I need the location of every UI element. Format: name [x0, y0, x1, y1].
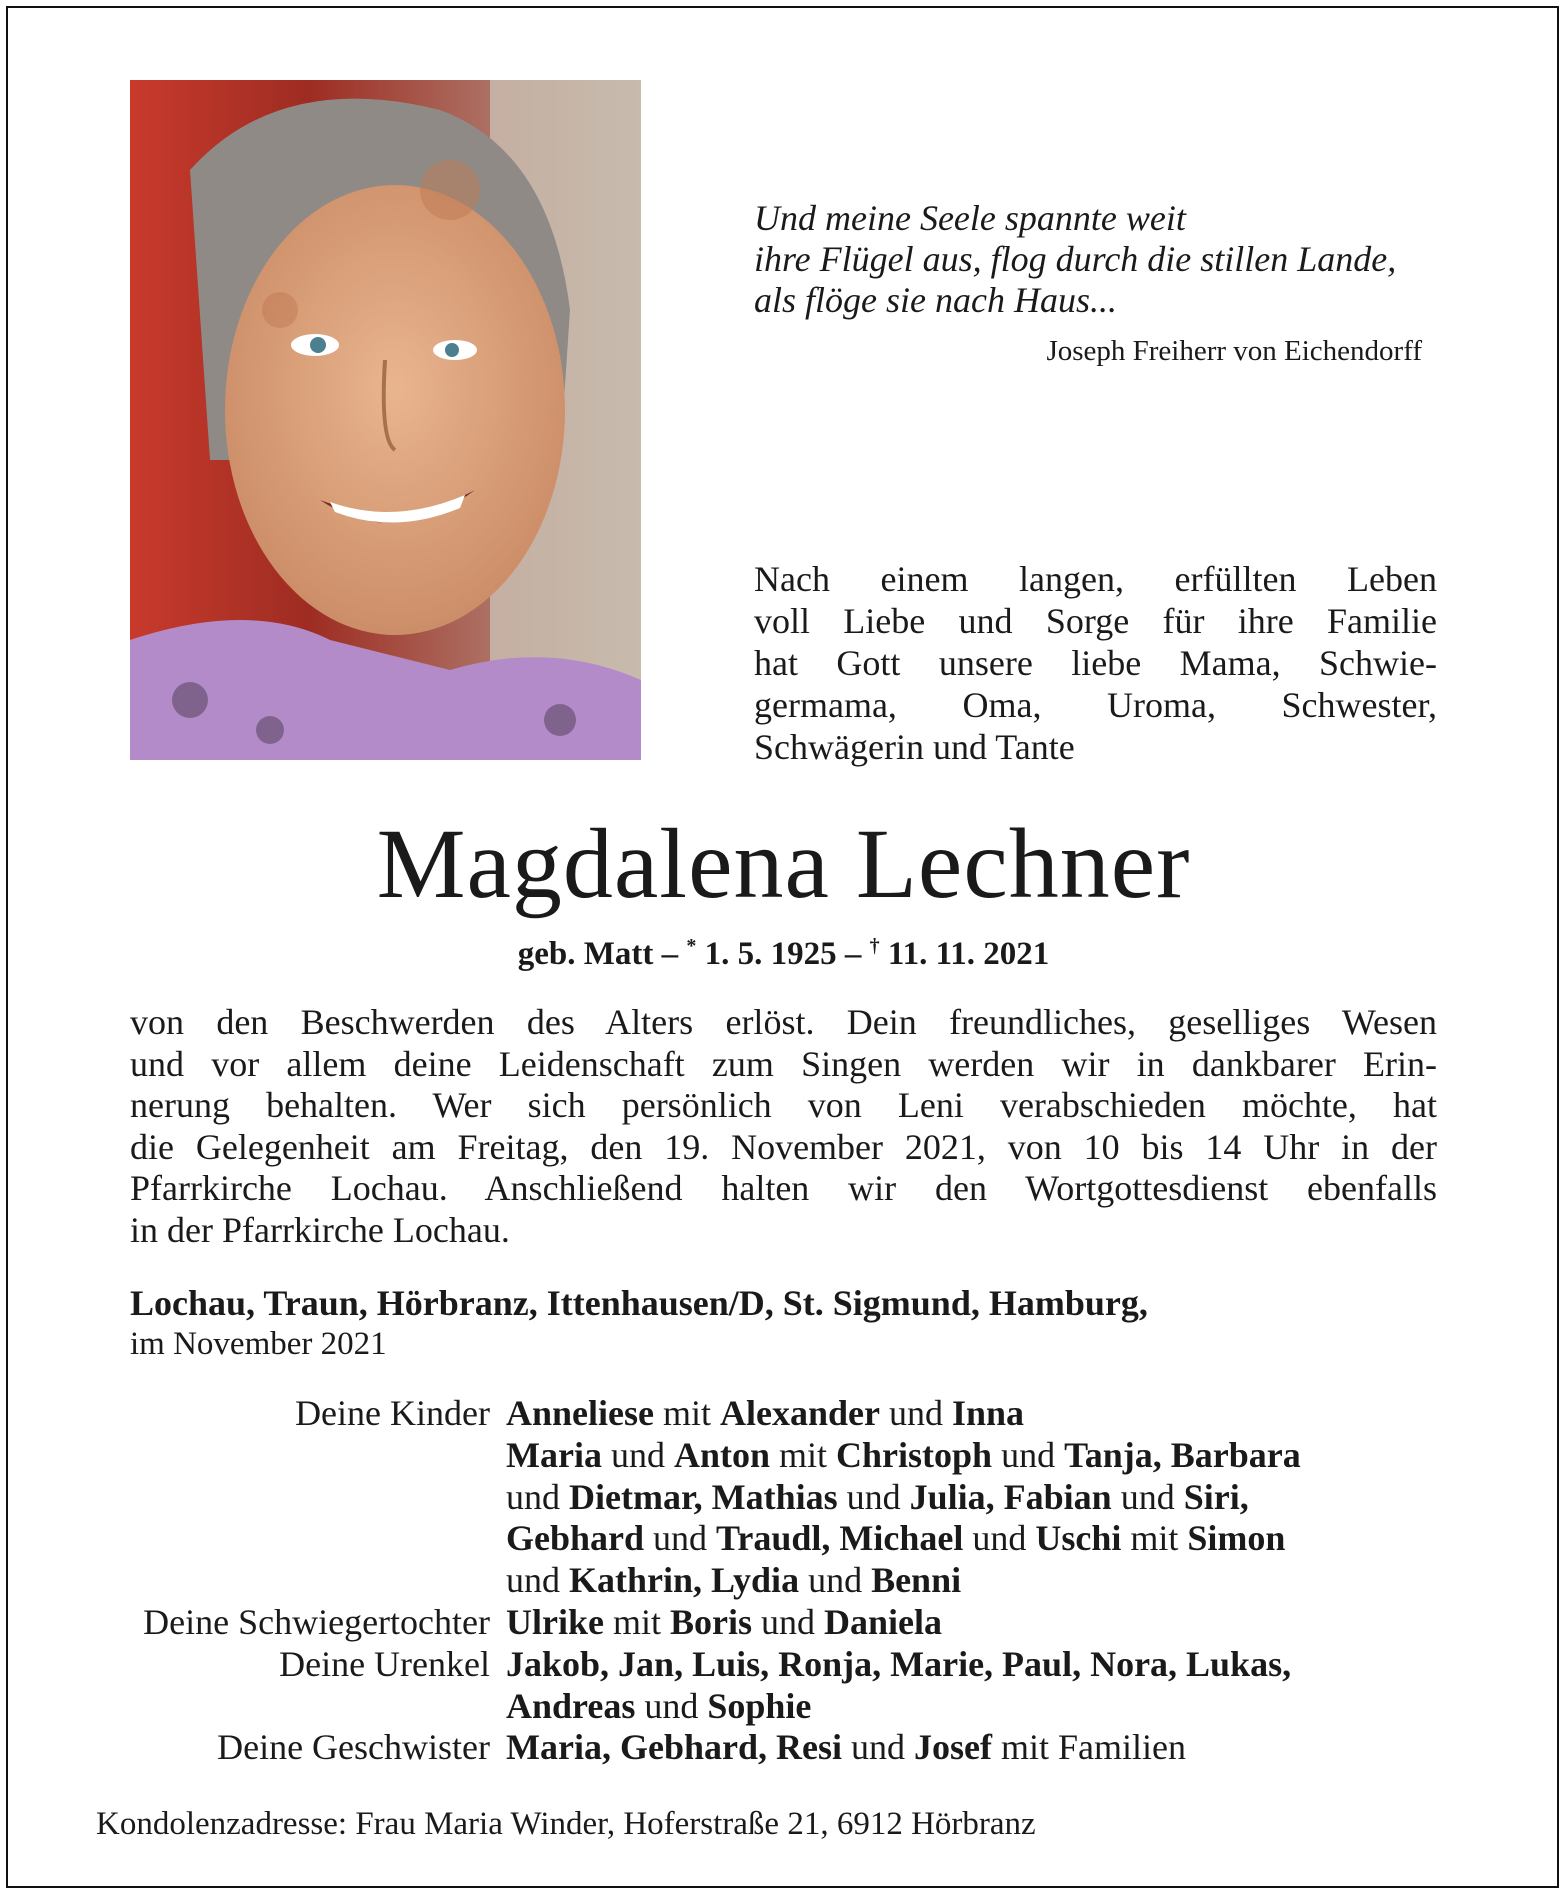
body-line: Pfarrkirche Lochau. Anschließend halten wir den Wortgottesdienst ebenfalls: [130, 1168, 1437, 1208]
family-row: [90, 1602, 1490, 1644]
family-names-line: und Kathrin, Lydia und Benni: [506, 1560, 962, 1601]
death-symbol: †: [869, 935, 880, 957]
family-names: [506, 1393, 1301, 1602]
intro-line: germama, Oma, Uroma, Schwester,: [754, 685, 1437, 725]
family-names: [506, 1644, 1291, 1728]
portrait-photo: [130, 80, 641, 760]
family-list: [90, 1393, 1490, 1769]
birth-date: 1. 5. 1925: [704, 936, 837, 972]
quote-line: ihre Flügel aus, flog durch die stillen Lande,: [754, 239, 1397, 279]
family-label: Deine Urenkel: [279, 1643, 490, 1684]
family-names: [506, 1727, 1186, 1769]
date-line: im November 2021: [130, 1326, 387, 1362]
family-label: Deine Geschwister: [217, 1727, 490, 1768]
condolence-address: Kondolenzadresse: Frau Maria Winder, Hoferstraße 21, 6912 Hörbranz: [96, 1806, 1036, 1842]
family-names-line: Maria, Gebhard, Resi und Josef mit Familien: [506, 1727, 1186, 1768]
family-names-line: Gebhard und Traudl, Michael und Uschi mit Simon: [506, 1518, 1286, 1559]
intro-line: Schwägerin und Tante: [754, 727, 1075, 767]
life-dates: geb. Matt – * 1. 5. 1925 – † 11. 11. 2021: [517, 935, 1050, 972]
quote: [754, 198, 1454, 321]
body-line: in der Pfarrkirche Lochau.: [130, 1209, 510, 1250]
intro-line: voll Liebe und Sorge für ihre Familie: [754, 601, 1437, 641]
family-names-line: und Dietmar, Mathias und Julia, Fabian und Siri,: [506, 1476, 1249, 1517]
family-row: [90, 1727, 1490, 1769]
body-line: die Gelegenheit am Freitag, den 19. November 2021, von 10 bis 14 Uhr in der: [130, 1126, 1437, 1167]
body-line: nerung behalten. Wer sich persönlich von Leni verabschieden möchte, hat: [130, 1085, 1437, 1125]
intro-text: [754, 558, 1437, 768]
family-names-line: Andreas und Sophie: [506, 1685, 812, 1726]
family-label: Deine Schwiegertochter: [143, 1601, 490, 1642]
places-line: Lochau, Traun, Hörbranz, Ittenhausen/D, St. Sigmund, Hamburg,: [130, 1283, 1148, 1323]
family-row: [90, 1393, 1490, 1602]
body-paragraph: [130, 1002, 1437, 1251]
family-label: Deine Kinder: [295, 1393, 490, 1433]
birth-name: geb. Matt: [517, 936, 654, 972]
family-names-line: Ulrike mit Boris und Daniela: [506, 1601, 943, 1642]
quote-line: Und meine Seele spannte weit: [754, 198, 1186, 238]
intro-line: Nach einem langen, erfüllten Leben: [754, 559, 1437, 599]
death-date: 11. 11. 2021: [887, 936, 1050, 972]
intro-line: hat Gott unsere liebe Mama, Schwie-: [754, 643, 1437, 683]
family-names-line: Jakob, Jan, Luis, Ronja, Marie, Paul, Nora, Lukas,: [506, 1643, 1292, 1684]
family-row: [90, 1644, 1490, 1728]
family-names-line: Maria und Anton mit Christoph und Tanja, Barbara: [506, 1434, 1301, 1475]
body-line: und vor allem deine Leidenschaft zum Singen werden wir in dankbarer Erin-: [130, 1043, 1437, 1084]
birth-symbol: *: [686, 935, 697, 957]
deceased-name: Magdalena Lechner: [376, 808, 1191, 919]
body-line: von den Beschwerden des Alters erlöst. Dein freundliches, geselliges Wesen: [130, 1002, 1437, 1042]
quote-line: als flöge sie nach Haus...: [754, 280, 1117, 320]
family-names: [506, 1602, 942, 1644]
family-names-line: Anneliese mit Alexander und Inna: [506, 1393, 1025, 1433]
quote-author: Joseph Freiherr von Eichendorff: [1046, 335, 1422, 367]
